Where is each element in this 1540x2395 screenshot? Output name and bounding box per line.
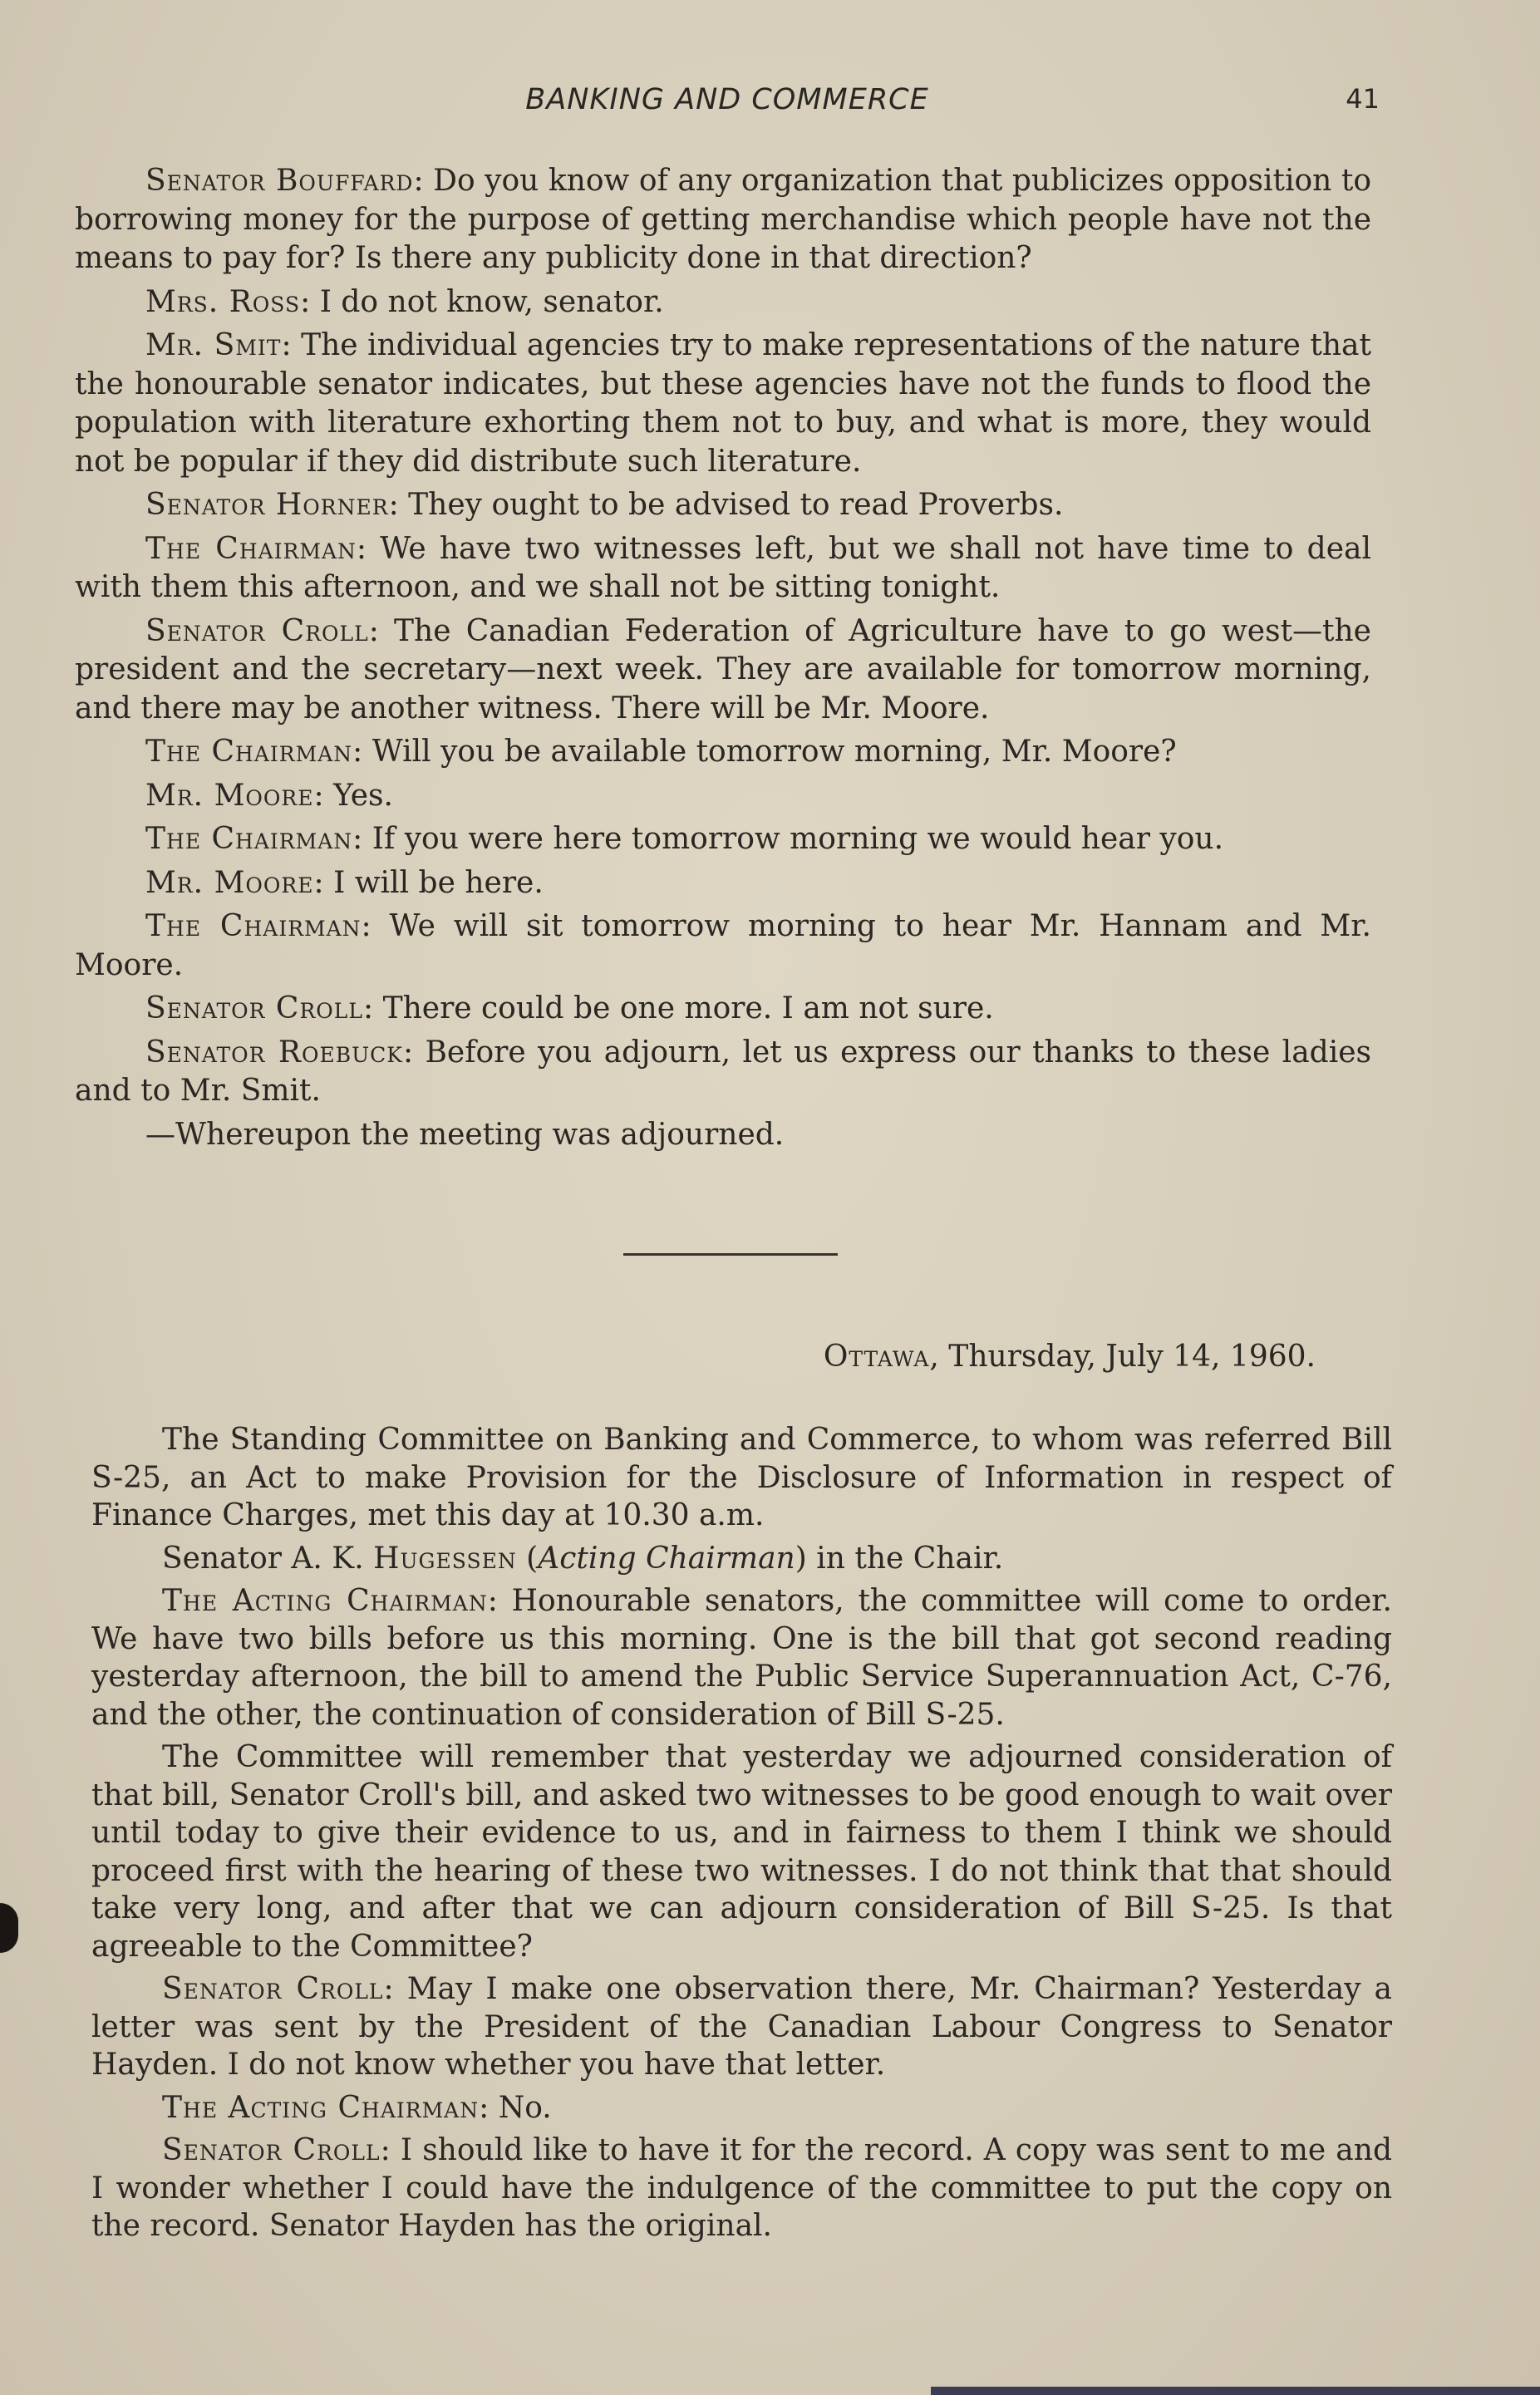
speech-text: The Canadian Federation of Agriculture have to go west—the president and the secretary—next week. They are available for tomorrow morning, and there may be another witness. There will be Mr. Moore. bbox=[75, 613, 1371, 725]
speaker-name: The Chairman bbox=[145, 909, 362, 943]
page-number: 41 bbox=[1346, 83, 1380, 115]
speech-text: I do not know, senator. bbox=[319, 284, 664, 319]
speaker-name: Mr. Moore bbox=[145, 865, 314, 900]
speech-text: We have two witnesses left, but we shall not have time to deal with them this afternoon, and we shall not be sitting tonight. bbox=[75, 531, 1371, 604]
speech-text: Do you know of any organization that publicizes opposition to borrowing money for the purpose of getting merchandise which people have not the means to pay for? Is there any publicity done in that direction? bbox=[75, 164, 1372, 275]
speech-text: Yes. bbox=[333, 778, 393, 813]
speech-text: There could be one more. I am not sure. bbox=[382, 991, 994, 1025]
dateline-place: Ottawa bbox=[823, 1340, 930, 1374]
speech-text: I should like to have it for the record. A copy was sent to me and I wonder whether I could have the indulgence of the committee to put the copy on the record. Senator Hayden has the original. bbox=[91, 2133, 1393, 2243]
speaker-name: Mr. Smit bbox=[145, 328, 282, 362]
paragraph: Senator Croll: The Canadian Federation of Agriculture have to go west—the president and the secretary—next week. They are available for tomorrow morning, and there may be another witness. There will be Mr. Moore. bbox=[75, 613, 1371, 725]
paragraph: Senator Roebuck: Before you adjourn, let us express our thanks to these ladies and to Mr. Smit. bbox=[75, 1035, 1371, 1108]
speech-text: No. bbox=[498, 2090, 552, 2125]
speech-text: I will be here. bbox=[333, 865, 544, 900]
running-title: BANKING AND COMMERCE bbox=[525, 83, 929, 116]
paragraph: Mrs. Ross: I do not know, senator. bbox=[145, 284, 664, 319]
page-header bbox=[75, 83, 1380, 133]
paragraph: The Acting Chairman: Honourable senators, the committee will come to order. We have two bills before us this morning. One is the bill that got second reading yesterday afternoon, the bill to amend the Public Service Superannuation Act, C-76, and the other, the continuation of consideration of Bill S-25. bbox=[91, 1584, 1393, 1732]
paragraph: Mr. Moore: Yes. bbox=[145, 778, 393, 813]
paragraph: Mr. Smit: The individual agencies try to make representations of the nature that the honourable senator indicates, but these agencies have not the funds to flood the population with literature exhorting them not to buy, and what is more, they would not be popular if they did distribute such literature. bbox=[75, 328, 1371, 479]
paragraph: The Acting Chairman: No. bbox=[162, 2090, 552, 2125]
intro-paragraph: The Standing Committee on Banking and Commerce, to whom was referred Bill S-25, an Act to make Provision for the Disclosure of Information in respect of Finance Charges, met this day at 10.30 a.m. bbox=[91, 1423, 1392, 1532]
paragraph: Senator Bouffard: Do you know of any organization that publicizes opposition to borrowing money for the purpose of getting merchandise which people have not the means to pay for? Is there any publicity done in that direction? bbox=[75, 164, 1372, 275]
speech-text: If you were here tomorrow morning we would hear you. bbox=[371, 822, 1224, 856]
section-divider bbox=[623, 1253, 838, 1256]
chair-prefix: Senator A. K. bbox=[162, 1541, 374, 1576]
dateline-date: , Thursday, July 14, 1960. bbox=[929, 1340, 1316, 1374]
paragraph: The Chairman: Will you be available tomorrow morning, Mr. Moore? bbox=[145, 735, 1177, 769]
paragraph: The Chairman: If you were here tomorrow morning we would hear you. bbox=[145, 822, 1224, 856]
binding-hole bbox=[0, 1903, 18, 1953]
speaker-name: Senator Bouffard bbox=[145, 164, 414, 198]
speaker-name: The Chairman bbox=[145, 735, 353, 769]
paragraph: Senator Croll: There could be one more. I am not sure. bbox=[145, 991, 994, 1025]
chair-name: Hugessen bbox=[373, 1541, 517, 1576]
speech-text: May I make one observation there, Mr. Chairman? Yesterday a letter was sent by the President of the Canadian Labour Congress to Senator Hayden. I do not know whether you have that letter. bbox=[91, 1972, 1392, 2082]
dateline bbox=[824, 1340, 1316, 1374]
speaker-name: Mrs. Ross bbox=[145, 284, 301, 319]
speaker-name: Senator Croll bbox=[145, 613, 369, 648]
paragraph bbox=[91, 1738, 1392, 1965]
paragraph: The Chairman: We have two witnesses left, but we shall not have time to deal with them this afternoon, and we shall not be sitting tonight. bbox=[75, 531, 1371, 604]
chair-line: Senator A. K. Hugessen (Acting Chairman) in the Chair. bbox=[162, 1541, 1004, 1576]
speech-text: The Committee will remember that yesterday we adjourned consideration of that bill, Senator Croll's bill, and asked two witnesses to be good enough to wait over until today to give their evidence to us, and in fairness to them I think we should proceed first with the hearing of these two witnesses. I do not think that that should take very long, and after that we can adjourn consideration of Bill S-25. Is that agreeable to the Committee? bbox=[91, 1740, 1392, 1964]
paragraph: Senator Croll: May I make one observation there, Mr. Chairman? Yesterday a letter was sent by the President of the Canadian Labour Congress to Senator Hayden. I do not know whether you have that letter. bbox=[91, 1972, 1392, 2082]
speaker-name: The Chairman bbox=[145, 531, 357, 566]
adjourned-note: —Whereupon the meeting was adjourned. bbox=[145, 1117, 785, 1152]
paragraph: Senator Horner: They ought to be advised to read Proverbs. bbox=[145, 488, 1064, 522]
speaker-name: Senator Croll bbox=[162, 1972, 384, 2006]
paragraph: Mr. Moore: I will be here. bbox=[145, 865, 544, 900]
speaker-name: Senator Croll bbox=[162, 2133, 381, 2167]
speech-text: They ought to be advised to read Proverbs. bbox=[408, 488, 1064, 522]
speaker-name: The Acting Chairman bbox=[162, 1584, 488, 1618]
speech-text: Honourable senators, the committee will come to order. We have two bills before us this morning. One is the bill that got second reading yesterday afternoon, the bill to amend the Public Service Superannuation Act, C-76, and the other, the continuation of consideration of Bill S-25. bbox=[91, 1584, 1393, 1732]
speaker-name: Senator Croll bbox=[145, 991, 363, 1025]
speech-text: Before you adjourn, let us express our thanks to these ladies and to Mr. Smit. bbox=[75, 1035, 1371, 1108]
transcript-section-1 bbox=[75, 162, 1371, 1159]
speech-text: We will sit tomorrow morning to hear Mr. Hannam and Mr. Moore. bbox=[75, 909, 1371, 982]
paragraph: Senator Croll: I should like to have it for the record. A copy was sent to me and I wonder whether I could have the indulgence of the committee to put the copy on the record. Senator Hayden has the original. bbox=[91, 2133, 1393, 2243]
chair-role: Acting Chairman bbox=[538, 1541, 795, 1576]
speaker-name: Senator Horner bbox=[145, 488, 389, 522]
speaker-name: The Acting Chairman bbox=[162, 2090, 480, 2125]
chair-suffix: in the Chair. bbox=[806, 1541, 1004, 1576]
paragraph: The Chairman: We will sit tomorrow morning to hear Mr. Hannam and Mr. Moore. bbox=[75, 909, 1371, 982]
transcript-section-2 bbox=[91, 1421, 1392, 2250]
speaker-name: Senator Roebuck bbox=[145, 1035, 403, 1070]
speaker-name: The Chairman bbox=[145, 822, 353, 856]
speaker-name: Mr. Moore bbox=[145, 778, 314, 813]
cover-edge bbox=[931, 2387, 1540, 2395]
speech-text: Will you be available tomorrow morning, Mr. Moore? bbox=[371, 735, 1177, 769]
speech-text: The individual agencies try to make representations of the nature that the honourable senator indicates, but these agencies have not the funds to flood the population with literature exhorting them not to buy, and what is more, they would not be popular if they did distribute such literature. bbox=[75, 328, 1371, 479]
